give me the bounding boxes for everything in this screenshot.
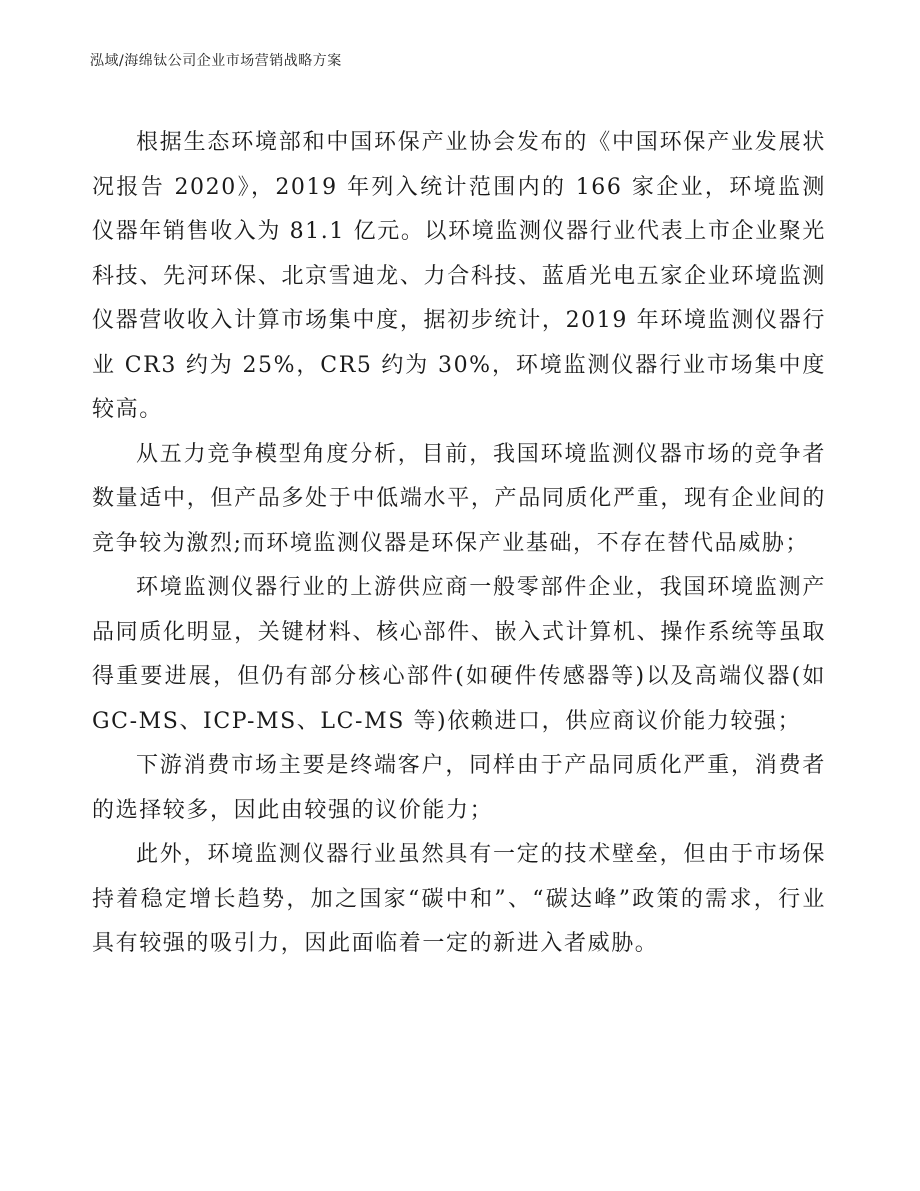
header-divider xyxy=(90,76,830,77)
document-body xyxy=(92,121,826,967)
paragraph-downstream-buyers: 下游消费市场主要是终端客户，同样由于产品同质化严重，消费者的选择较多，因此由较强的议价能力； xyxy=(92,753,826,823)
paragraph-market-concentration: 根据生态环境部和中国环保产业协会发布的《中国环保产业发展状况报告 2020》，2019 年列入统计范围内的 166 家企业，环境监测仪器年销售收入为 81.1 亿元。以环境监测仪器行业代表上市企业聚光科技、先河环保、北京雪迪龙、力合科技、蓝盾光电五家企业环境监测仪器营收收入计算市场集中度，据初步统计，2019 年环境监测仪器行业 CR3 约为 25%，CR5 约为 30%，环境监测仪器行业市场集中度较高。 xyxy=(92,130,826,422)
paragraph-five-forces: 从五力竞争模型角度分析，目前，我国环境监测仪器市场的竞争者数量适中，但产品多处于中低端水平，产品同质化严重，现有企业间的竞争较为激烈;而环境监测仪器是环保产业基础，不存在替代品威胁； xyxy=(92,441,826,556)
paragraph-upstream-suppliers: 环境监测仪器行业的上游供应商一般零部件企业，我国环境监测产品同质化明显，关键材料、核心部件、嵌入式计算机、操作系统等虽取得重要进展，但仍有部分核心部件(如硬件传感器等)以及高端仪器(如 GC-MS、ICP-MS、LC-MS 等)依赖进口，供应商议价能力较强； xyxy=(92,575,826,734)
running-header: 泓域/海绵钛公司企业市场营销战略方案 xyxy=(90,53,342,69)
paragraph-new-entrants: 此外，环境监测仪器行业虽然具有一定的技术壁垒，但由于市场保持着稳定增长趋势，加之国家“碳中和”、“碳达峰”政策的需求，行业具有较强的吸引力，因此面临着一定的新进入者威胁。 xyxy=(92,842,826,956)
